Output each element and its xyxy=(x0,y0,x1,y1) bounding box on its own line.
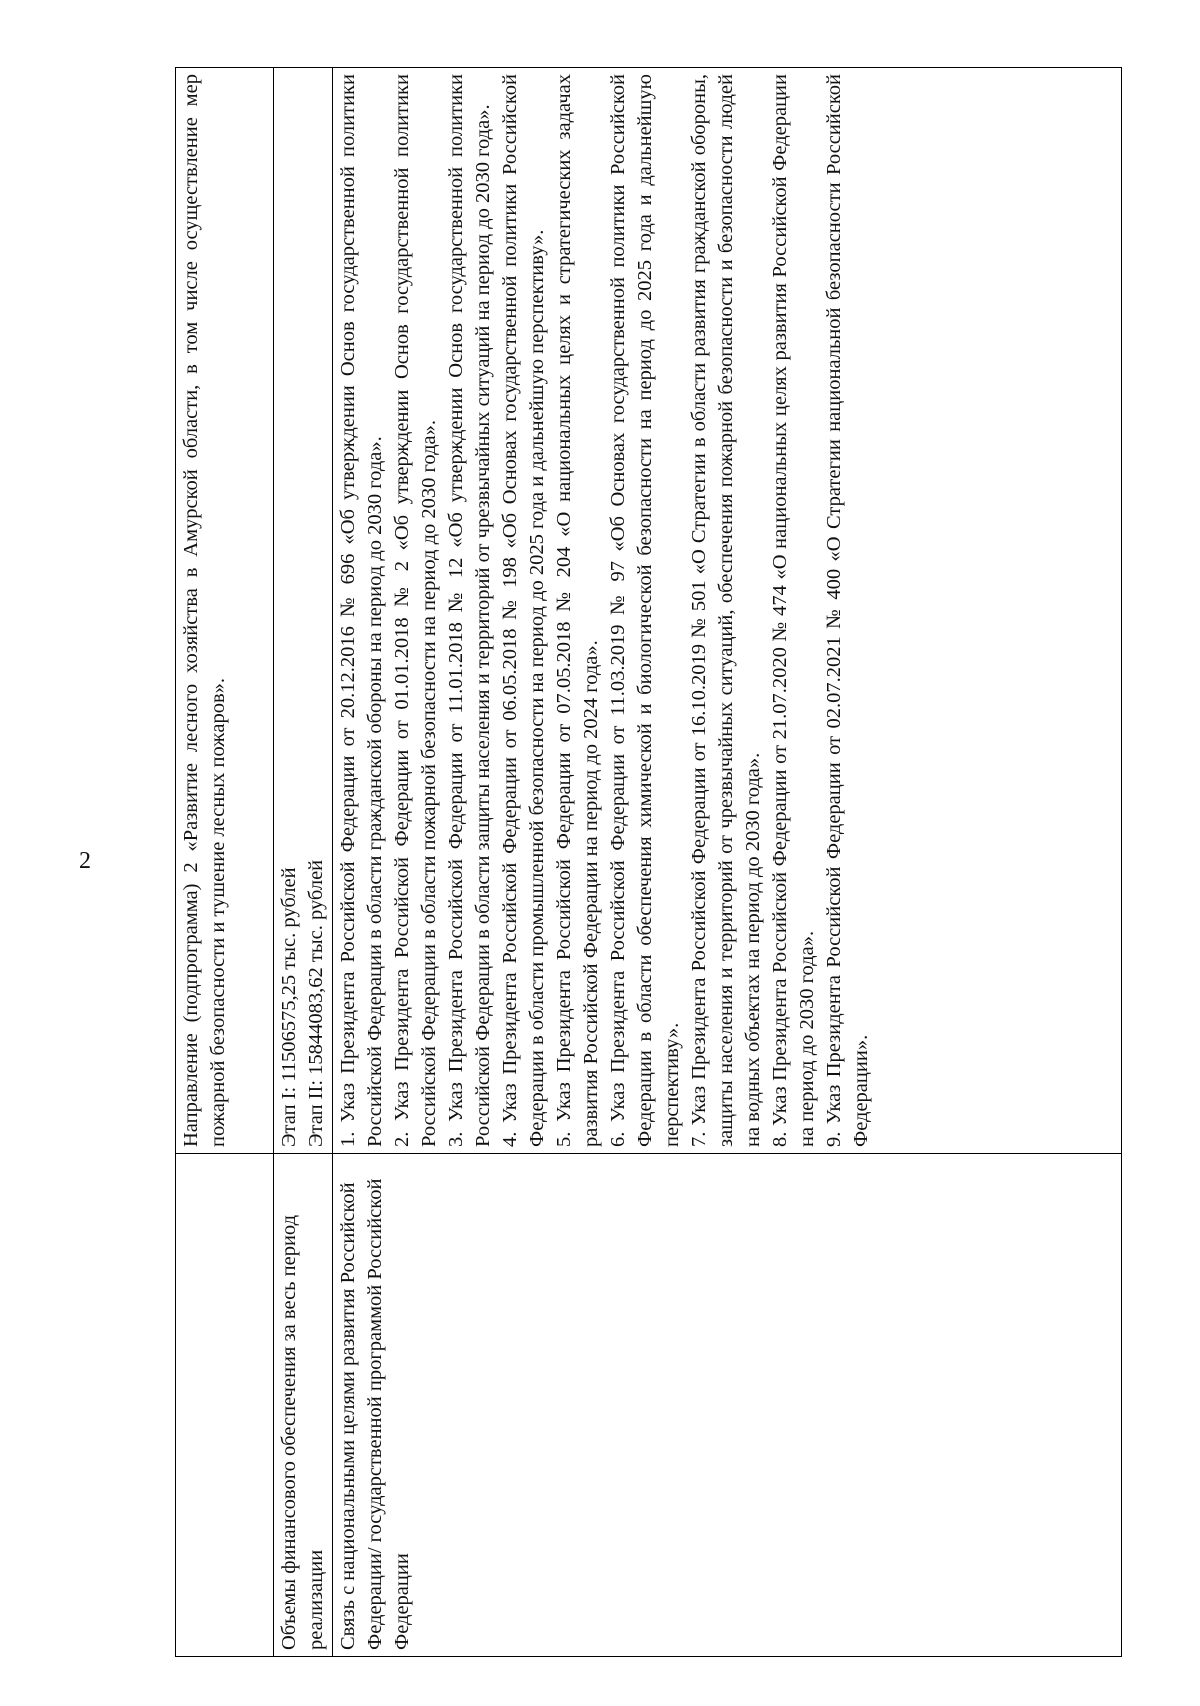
decree-item: 4. Указ Президента Российской Федерации от 06.05.2018 № 198 «Об Основах государственной политики Российской Федерации в области промышленной безопасности на период до 2025 года и дальнейшую перспективу». xyxy=(499,74,548,1147)
row-content-cell xyxy=(176,68,274,1154)
row-label-cell: Объемы финансового обеспечения за весь период реализации xyxy=(274,1154,333,1657)
decree-item: 6. Указ Президента Российской Федерации от 11.03.2019 № 97 «Об Основах государственной политики Российской Федерации в области обеспечения химической и биологической безопасности на период до 2025 года и дальнейшую перспективу». xyxy=(607,74,683,1147)
decree-item: 9. Указ Президента Российской Федерации от 02.07.2021 № 400 «О Стратегии национальной безопасности Российской Федерации». xyxy=(823,74,872,1147)
decree-item: 5. Указ Президента Российской Федерации от 07.05.2018 № 204 «О национальных целях и стратегических задачах развития Российской Федерации на период до 2024 года». xyxy=(553,74,602,1147)
row-label-cell xyxy=(176,1154,274,1657)
rotated-document-page xyxy=(175,67,1122,1657)
subprogram-direction-text: Направление (подпрограмма) 2 «Развитие лесного хозяйства в Амурской области, в том числе осуществление мер пожарной безопасности и тушение лесных пожаров». xyxy=(180,74,229,1147)
row-content-cell xyxy=(274,68,333,1154)
table-row xyxy=(274,68,333,1657)
page-number: 2 xyxy=(79,848,91,874)
program-passport-table xyxy=(175,67,1122,1657)
decree-item: 3. Указ Президента Российской Федерации от 11.01.2018 № 12 «Об утверждении Основ государственной политики Российской Федерации в области защиты населения и территорий от чрезвычайных ситуаций на период до 2030 года». xyxy=(445,74,494,1147)
table-row xyxy=(176,68,274,1657)
funding-stage-1: Этап I: 11506575,25 тыс. рублей xyxy=(278,867,300,1147)
row-label-cell: Связь с национальными целями развития Российской Федерации/ государственной программой Российской Федерации xyxy=(333,1154,1122,1657)
row-content-cell xyxy=(333,68,1122,1154)
table-row xyxy=(333,68,1122,1657)
decree-item: 2. Указ Президента Российской Федерации от 01.01.2018 № 2 «Об утверждении Основ государственной политики Российской Федерации в области пожарной безопасности на период до 2030 года». xyxy=(391,74,440,1147)
decree-item: 8. Указ Президента Российской Федерации от 21.07.2020 № 474 «О национальных целях развития Российской Федерации на период до 2030 года». xyxy=(769,74,818,1147)
decree-item: 7. Указ Президента Российской Федерации от 16.10.2019 № 501 «О Стратегии в области развития гражданской обороны, защиты населения и территорий от чрезвычайных ситуаций, обеспечения пожарной безопасности и безопасности людей на водных объектах на период до 2030 года». xyxy=(688,74,764,1147)
decree-item: 1. Указ Президента Российской Федерации от 20.12.2016 № 696 «Об утверждении Основ государственной политики Российской Федерации в области гражданской обороны на период до 2030 года». xyxy=(337,74,386,1147)
funding-stage-2: Этап II: 15844083,62 тыс. рублей xyxy=(305,859,327,1147)
